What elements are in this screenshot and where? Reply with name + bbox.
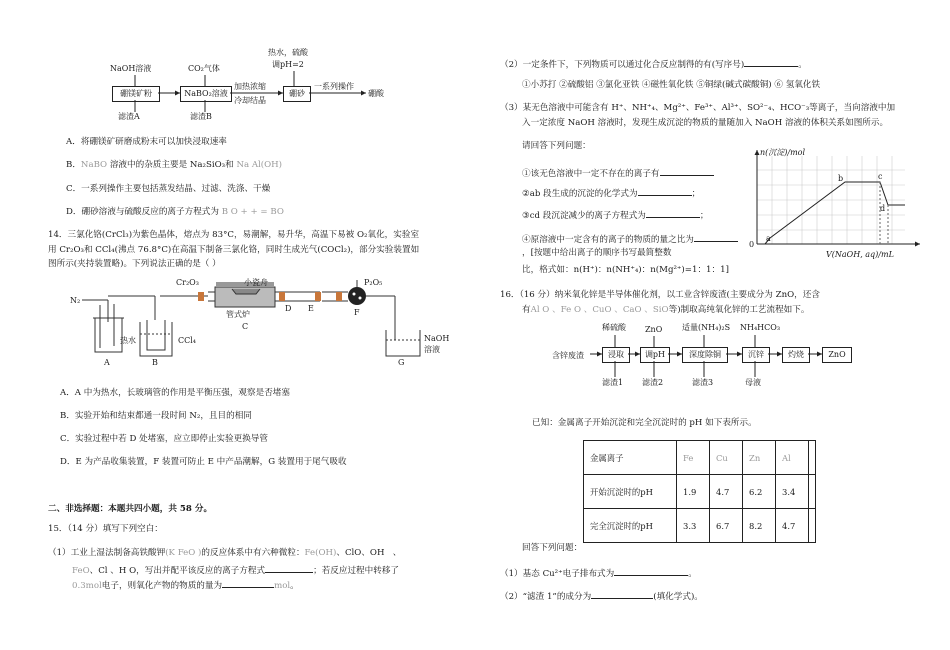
label-e: E [308,304,314,313]
q14-option-c: C．实验过程中若 D 处堵塞，应立即停止实验更换导管 [60,434,268,444]
box-borax: 硼砂 [283,86,311,102]
table-row [584,509,816,543]
graph-point-b: b [838,174,844,183]
q16-line-2: 有Al O 、Fe O 、CuO 、CaO 、SiO等)制取高纯氧化锌的工艺流程如下。 [522,305,810,315]
ph-table-cell: Cu [710,441,743,475]
boat-label: 小瓷舟 [244,278,268,287]
ph-table-cell: 3.3 [677,509,710,543]
n2-label: N₂ [70,296,81,305]
q14-line-2: 用 Cr₂O₃和 CCl₄(沸点 76.8°C)在高温下制备三氯化铬，同时生成光气(COCl₂)，部分实验装置如 [48,245,420,255]
ph-table-cell: 3.4 [776,475,809,509]
graph-point-c: c [878,172,883,181]
known-note: 已知：金属离子开始沉淀和完全沉淀时的 pH 如下表所示。 [532,418,757,428]
arrow-label-series: 一系列操作 [314,82,354,91]
section-heading: 二、非选择题：本题共四小题，共 58 分。 [48,504,213,514]
q16-1-answer-blank[interactable] [614,566,688,576]
ph-table-cell: 4.7 [776,509,809,543]
graph-origin: 0 [749,240,755,249]
product-zno: ZnO [822,347,852,363]
q14-line-3: 图所示(夹持装置略)。下列说法正确的是（ ） [48,259,221,269]
arrow-label-crystallize: 冷却结晶 [234,96,266,105]
step-leach: 浸取 [602,347,630,363]
step-adjust-ph: 调pH [640,347,670,363]
label-g: G [398,358,405,367]
ph-table-cell: 完全沉淀时的pH [584,509,677,543]
reagent-naoh: NaOH溶液 [110,64,152,73]
box-nabo2: NaBO₂溶液 [180,86,232,102]
answer-prompt: 回答下列问题： [522,543,583,553]
ph-table-cell: Fe [677,441,710,475]
graph-y-axis-label: n(沉淀)/mol [760,148,806,157]
reagent-h2so4: 稀硫酸 [602,323,626,332]
ph-table-cell [809,441,816,475]
q14-option-d: D．E 为产品收集装置，F 装置可防止 E 中产品潮解，G 装置用于尾气吸收 [60,457,347,467]
label-f: F [354,308,360,317]
q13-option-d: D．硼砂溶液与硫酸反应的离子方程式为 B O + + = BO [66,207,284,217]
label-c: C [242,322,249,331]
reagent-hot-water: 热水，硫酸 [268,48,308,57]
ph-table-cell: Zn [743,441,776,475]
q16-1: （1）基态 Cu²⁺电子排布式为 。 [500,566,697,580]
ph-table-cell: 4.7 [710,475,743,509]
q16-line-1: 16．（16 分）纳米氧化锌是半导体催化剂，以工业含锌废渣(主要成分为 ZnO，还含 [500,290,820,300]
q15-3-sub-4: ④原溶液中一定含有的离子的物质的量之比为 [522,232,738,246]
waste-3: 滤渣3 [692,378,714,387]
table-row [584,475,816,509]
q15-title: 15．（14 分）填写下列空白： [48,524,163,534]
furnace-label: 管式炉 [226,310,250,319]
residue-b: 滤渣B [190,112,212,121]
label-a: A [104,358,110,367]
q15-line-1: （1）工业上湿法制备高铁酸钾(K FeO )的反应体系中有六种微粒：Fe(OH)、ClO、OH 、 [48,548,402,558]
q15-3-sub-2: ②ab 段生成的沉淀的化学式为 ； [522,186,700,200]
q15-3-prompt: 请回答下列问题： [522,141,591,151]
graph-point-d: d [880,204,886,213]
ph-table-cell: 开始沉淀时的pH [584,475,677,509]
reagent-ph: 调pH=2 [272,60,304,69]
q15-3-sub-4c: 比，格式如：n(H⁺)：n(NH⁺₄)：n(Mg²⁺)=1：1：1] [522,265,729,275]
q15-line-2: FeO、Cl 、H O，写出并配平该反应的离子方程式 ；若反应过程中转移了 [72,563,399,577]
q14-option-b: B．实验开始和结束都通一段时间 N₂，且目的相同 [60,411,252,421]
waste-1: 滤渣1 [602,378,624,387]
ph-table-cell: 8.2 [743,509,776,543]
waste-2: 滤渣2 [642,378,664,387]
q13-option-b: B．NaBO 溶液中的杂质主要是 Na₂SiO₃和 Na Al(OH) [66,160,283,170]
ccl4-label: CCl₄ [178,336,197,345]
box-boron-ore: 硼镁矿粉 [112,86,160,102]
ph-table-cell: 6.7 [710,509,743,543]
q15-2-items: ①小苏打 ②硫酸铝 ③氯化亚铁 ④磁性氧化铁 ⑤铜绿(碱式碳酸铜) ⑥ 氢氧化铁 [522,80,821,90]
q13-option-a: A．将硼镁矿研磨成粉末可以加快浸取速率 [66,137,227,147]
step-precipitate-zinc: 沉锌 [742,347,770,363]
q14-line-1: 14．三氯化铬(CrCl₃)为紫色晶体，熔点为 83°C，易潮解，易升华，高温下易被 O₂氧化，实验室 [48,230,420,240]
graph-point-a: a [766,234,771,243]
q13-option-c: C．一系列操作主要包括蒸发结晶、过滤、洗涤、干燥 [66,184,271,194]
feed-label: 含锌废渣 [552,351,584,360]
reagent-nh4-2s: 适量(NH₄)₂S [682,323,731,332]
naoh-label-1: NaOH [424,334,450,343]
q16-2-answer-blank[interactable] [591,589,653,599]
ph-table-cell: 6.2 [743,475,776,509]
residue-a: 滤渣A [118,112,140,121]
label-d: D [285,304,292,313]
q15-3-sub-4b: ，[按题中给出离子的顺序书写最简整数 [522,248,672,258]
hot-water-label: 热水 [120,336,136,345]
cr2o3-label: Cr₂O₃ [176,278,199,287]
ph-table-header [584,441,816,475]
arrow-label-concentrate: 加热浓缩 [234,82,266,91]
q15-3-line-2: 入一定浓度 NaOH 溶液时，发现生成沉淀的物质的量随加入 NaOH 溶液的体积关系如图所示。 [522,118,889,128]
waste-4: 母液 [745,378,761,387]
q15-line-3: 0.3mol电子，则氧化产物的物质的量为 mol。 [72,578,299,592]
graph-x-axis-label: V(NaOH, aq)/mL [826,250,894,259]
reagent-co2: CO₂气体 [188,64,220,73]
ph-table-cell [809,475,816,509]
product-boric-acid: 硼酸 [368,89,384,98]
reagent-zno: ZnO [645,325,663,334]
ph-table-cell: 1.9 [677,475,710,509]
ph-table-cell: 金属离子 [584,441,677,475]
q15-3-sub-3: ③cd 段沉淀减少的离子方程式为 ； [522,208,709,222]
step-calcine: 灼烧 [782,347,810,363]
label-b: B [152,358,158,367]
ph-table [583,440,816,543]
q15-3-sub-1: ①该无色溶液中一定不存在的离子有 [522,166,714,180]
q14-option-a: A．A 中为热水，长玻璃管的作用是平衡压强，观察是否堵塞 [60,388,290,398]
step-remove-copper: 深度除铜 [682,347,728,363]
q16-2: （2）“滤渣 1”的成分为 (填化学式)。 [500,589,703,603]
q15-3-line-1: （3）某无色溶液中可能含有 H⁺、NH⁺₄、Mg²⁺、Fe³⁺、Al³⁺、SO²⁻₄、HCO⁻₃等离子，当向溶液中加 [500,103,896,113]
ph-table-cell: Al [776,441,809,475]
q15-2-line: （2）一定条件下，下列物质可以通过化合反应制得的有(写序号) 。 [500,57,807,71]
naoh-label-2: 溶液 [424,345,440,354]
ph-table-cell [809,509,816,543]
reagent-nh4hco3: NH₄HCO₃ [740,323,781,332]
p2o5-label: P₂O₅ [364,278,383,287]
